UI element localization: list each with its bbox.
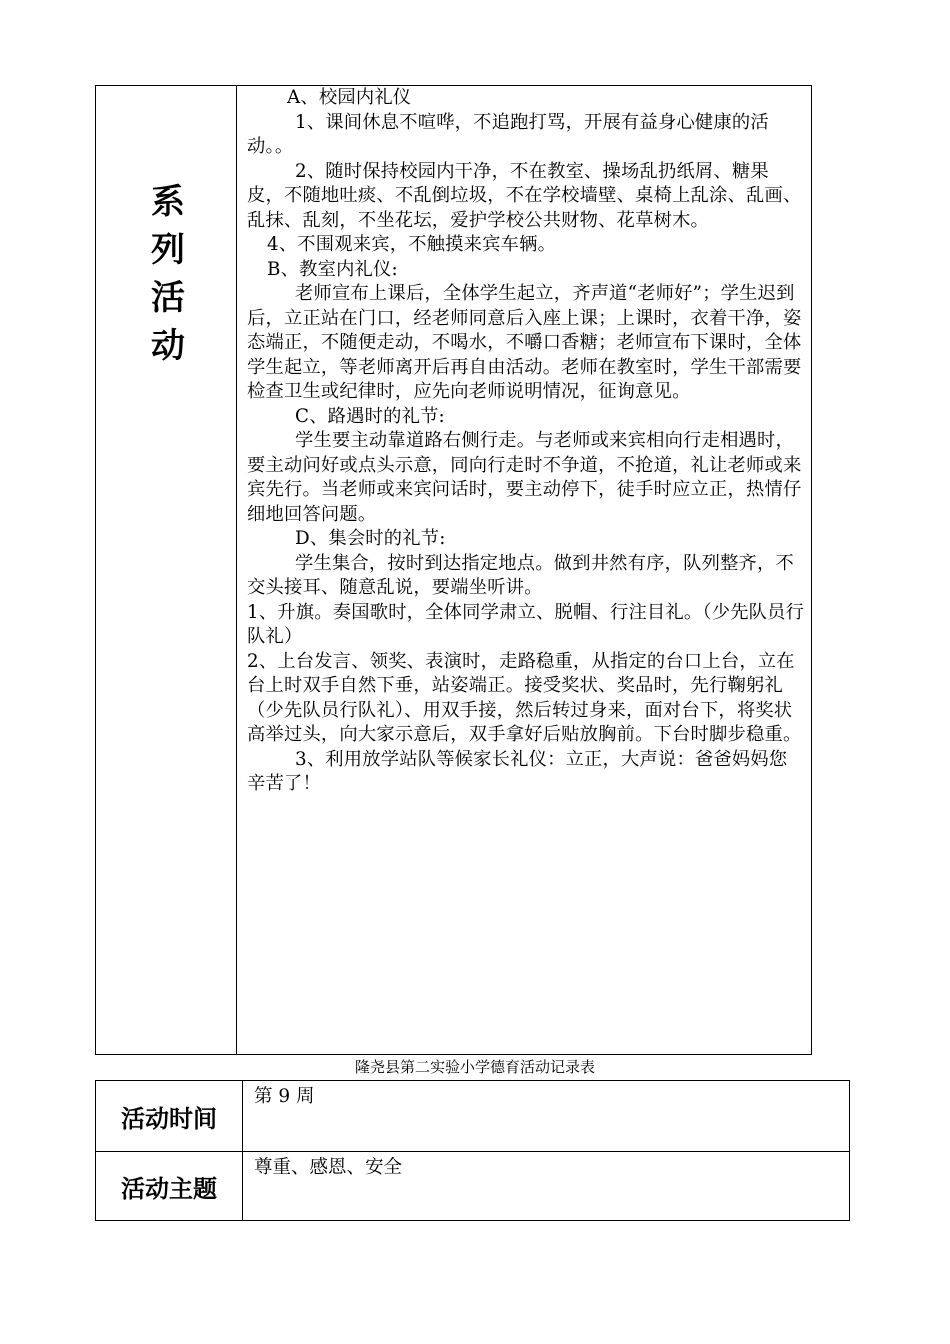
content-paragraph: A、校园内礼仪: [287, 87, 412, 108]
activity-theme-label: 活动主题: [96, 1152, 243, 1220]
content-paragraph: 2、随时保持校园内干净，不在教室、操场乱扔纸屑、糖果皮，不随地吐痰、不乱倒垃圾，不在学校墙壁、桌椅上乱涂、乱画、乱抹、乱刻，不坐花坛，爱护学校公共财物、花草树木。: [247, 160, 802, 231]
content-paragraph: 学生集合，按时到达指定地点。做到井然有序，队列整齐，不交头接耳、随意乱说，要端坐听讲。: [247, 552, 794, 598]
side-label-char: 系: [151, 182, 185, 222]
content-paragraph: 4、不围观来宾，不触摸来宾车辆。: [267, 234, 557, 255]
activity-content-cell: [247, 86, 805, 797]
activity-time-row: [96, 1081, 849, 1152]
content-paragraph: 1、升旗。奏国歌时，全体同学肃立、脱帽、行注目礼。（少先队员行队礼）: [247, 601, 805, 647]
content-paragraph: 1、课间休息不喧哗，不追跑打骂，开展有益身心健康的活动。。: [247, 111, 769, 157]
content-paragraph: 3、利用放学站队等候家长礼仪：立正，大声说：爸爸妈妈您辛苦了！: [247, 748, 788, 794]
activity-theme-row: [96, 1152, 849, 1220]
activity-info-table: [95, 1080, 850, 1221]
activity-time-label: 活动时间: [96, 1081, 243, 1151]
activity-time-value: 第 9 周: [254, 1086, 315, 1107]
form-caption: 隆尧县第二实验小学德育活动记录表: [354, 1060, 595, 1076]
side-label-cell: [96, 86, 237, 1054]
series-activity-label: [146, 178, 190, 370]
activity-record-table: [95, 85, 812, 1055]
content-paragraph: B、教室内礼仪:: [267, 258, 398, 280]
content-paragraph: 学生要主动靠道路右侧行走。与老师或来宾相向行走相遇时，要主动问好或点头示意，同向行走时不争道，不抢道，礼让老师或来宾先行。当老师或来宾问话时，要主动停下，徒手时应立正，热情仔细地回答问题。: [247, 430, 802, 525]
content-paragraph: D、集会时的礼节:: [295, 528, 446, 549]
content-paragraph: 2、上台发言、领奖、表演时，走路稳重，从指定的台口上台，立在台上时双手自然下垂，站姿端正。接受奖状、奖品时，先行鞠躬礼（少先队员行队礼）、用双手接，然后转过身来，面对台下，将奖状高举过头，向大家示意后，双手拿好后贴放胸前。下台时脚步稳重。: [247, 650, 802, 745]
activity-theme-value: 尊重、感恩、安全: [254, 1157, 403, 1178]
content-paragraph: 老师宣布上课后，全体学生起立，齐声道“老师好”；学生迟到后，立正站在门口，经老师同意后入座上课；上课时，衣着干净，姿态端正，不随便走动，不喝水，不嚼口香糖；老师宣布下课时，全体学生起立，等老师离开后再自由活动。老师在教室时，学生干部需要检查卫生或纪律时，应先向老师说明情况，征询意见。: [247, 283, 802, 402]
content-paragraph: C、路遇时的礼节:: [295, 405, 445, 427]
side-label-char: 动: [151, 326, 185, 366]
side-label-char: 活: [151, 278, 185, 318]
side-label-char: 列: [151, 230, 185, 270]
